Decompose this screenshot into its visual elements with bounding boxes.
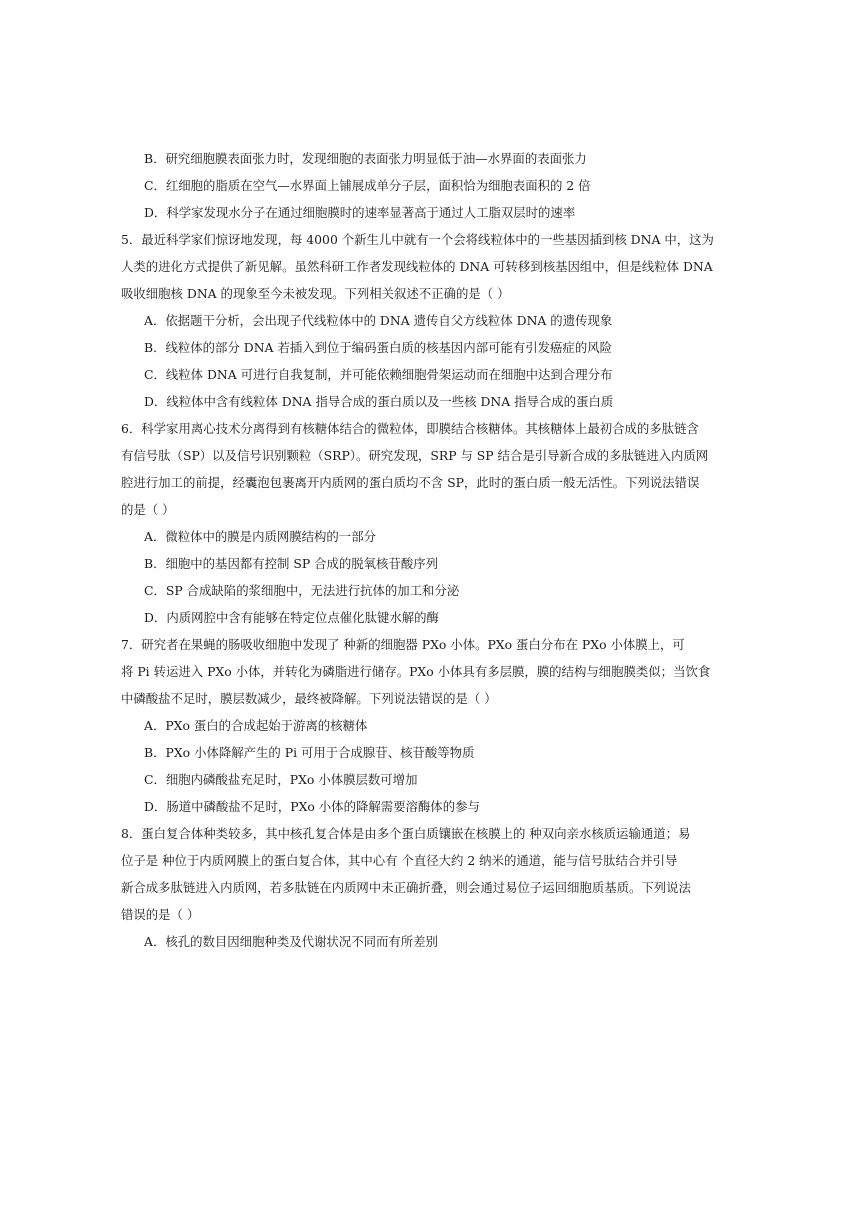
q6-stem-line-3: 腔进行加工的前提，经囊泡包裹离开内质网的蛋白质均不含 SP，此时的蛋白质一般无活性。下列说法错误	[121, 475, 700, 490]
q8-stem-line-3: 新合成多肽链进入内质网，若多肽链在内质网中未正确折叠，则会通过易位子运回细胞质基质。下列说法	[121, 880, 691, 895]
q6-option-c: C．SP 合成缺陷的浆细胞中，无法进行抗体的加工和分泌	[144, 583, 460, 598]
q5-option-b: B．线粒体的部分 DNA 若插入到位于编码蛋白质的核基因内部可能有引发癌症的风险	[144, 340, 612, 355]
q7-stem-line-1: 7．研究者在果蝇的肠吸收细胞中发现了 种新的细胞器 PXo 小体。PXo 蛋白分布在 PXo 小体膜上，可	[121, 637, 685, 652]
q6-option-a: A．微粒体中的膜是内质网膜结构的一部分	[144, 529, 376, 544]
q4-option-d: D．科学家发现水分子在通过细胞膜时的速率显著高于通过人工脂双层时的速率	[144, 205, 576, 220]
q6-stem-line-2: 有信号肽（SP）以及信号识别颗粒（SRP）。研究发现，SRP 与 SP 结合是引导新合成的多肽链进入内质网	[121, 448, 709, 463]
q8-stem-line-4: 错误的是（ ）	[121, 907, 200, 922]
q7-stem-line-3: 中磷酸盐不足时，膜层数减少，最终被降解。下列说法错误的是（ ）	[121, 691, 497, 706]
q5-stem-line-3: 吸收细胞核 DNA 的现象至今未被发现。下列相关叙述不正确的是（ ）	[121, 286, 510, 301]
q7-option-b: B．PXo 小体降解产生的 Pi 可用于合成腺苷、核苷酸等物质	[144, 745, 475, 760]
q7-option-c: C．细胞内磷酸盐充足时，PXo 小体膜层数可增加	[144, 772, 418, 787]
q7-option-a: A．PXo 蛋白的合成起始于游离的核糖体	[144, 718, 368, 733]
q6-stem-line-4: 的是（ ）	[121, 502, 175, 517]
q5-option-a: A．依据题干分析，会出现子代线粒体中的 DNA 遗传自父方线粒体 DNA 的遗传现象	[144, 313, 613, 328]
q6-option-d: D．内质网腔中含有能够在特定位点催化肽键水解的酶	[144, 610, 439, 625]
q8-stem-line-1: 8．蛋白复合体种类较多，其中核孔复合体是由多个蛋白质镶嵌在核膜上的 种双向亲水核质运输通道；易	[121, 826, 691, 841]
q8-option-a: A．核孔的数目因细胞种类及代谢状况不同而有所差别	[144, 934, 438, 949]
q5-stem-line-2: 人类的进化方式提供了新见解。虽然科研工作者发现线粒体的 DNA 可转移到核基因组中，但是线粒体 DNA	[121, 259, 713, 274]
q5-stem-line-1: 5．最近科学家们惊讶地发现，每 4000 个新生儿中就有一个会将线粒体中的一些基因插到核 DNA 中，这为	[121, 232, 714, 247]
q6-option-b: B．细胞中的基因都有控制 SP 合成的脱氧核苷酸序列	[144, 556, 439, 571]
q7-stem-line-2: 将 Pi 转运进入 PXo 小体，并转化为磷脂进行储存。PXo 小体具有多层膜，膜的结构与细胞膜类似；当饮食	[121, 664, 711, 679]
q7-option-d: D．肠道中磷酸盐不足时，PXo 小体的降解需要溶酶体的参与	[144, 799, 480, 814]
q6-stem-line-1: 6．科学家用离心技术分离得到有核糖体结合的微粒体，即膜结合核糖体。其核糖体上最初合成的多肽链含	[121, 421, 699, 436]
q5-option-d: D．线粒体中含有线粒体 DNA 指导合成的蛋白质以及一些核 DNA 指导合成的蛋白质	[144, 394, 614, 409]
q4-option-c: C．红细胞的脂质在空气—水界面上铺展成单分子层，面积恰为细胞表面积的 2 倍	[144, 178, 591, 193]
q5-option-c: C．线粒体 DNA 可进行自我复制，并可能依赖细胞骨架运动而在细胞中达到合理分布	[144, 367, 613, 382]
q4-option-b: B．研究细胞膜表面张力时，发现细胞的表面张力明显低于油—水界面的表面张力	[144, 151, 587, 166]
q8-stem-line-2: 位子是 种位于内质网膜上的蛋白复合体，其中心有 个直径大约 2 纳米的通道，能与信号肽结合并引导	[121, 853, 678, 868]
